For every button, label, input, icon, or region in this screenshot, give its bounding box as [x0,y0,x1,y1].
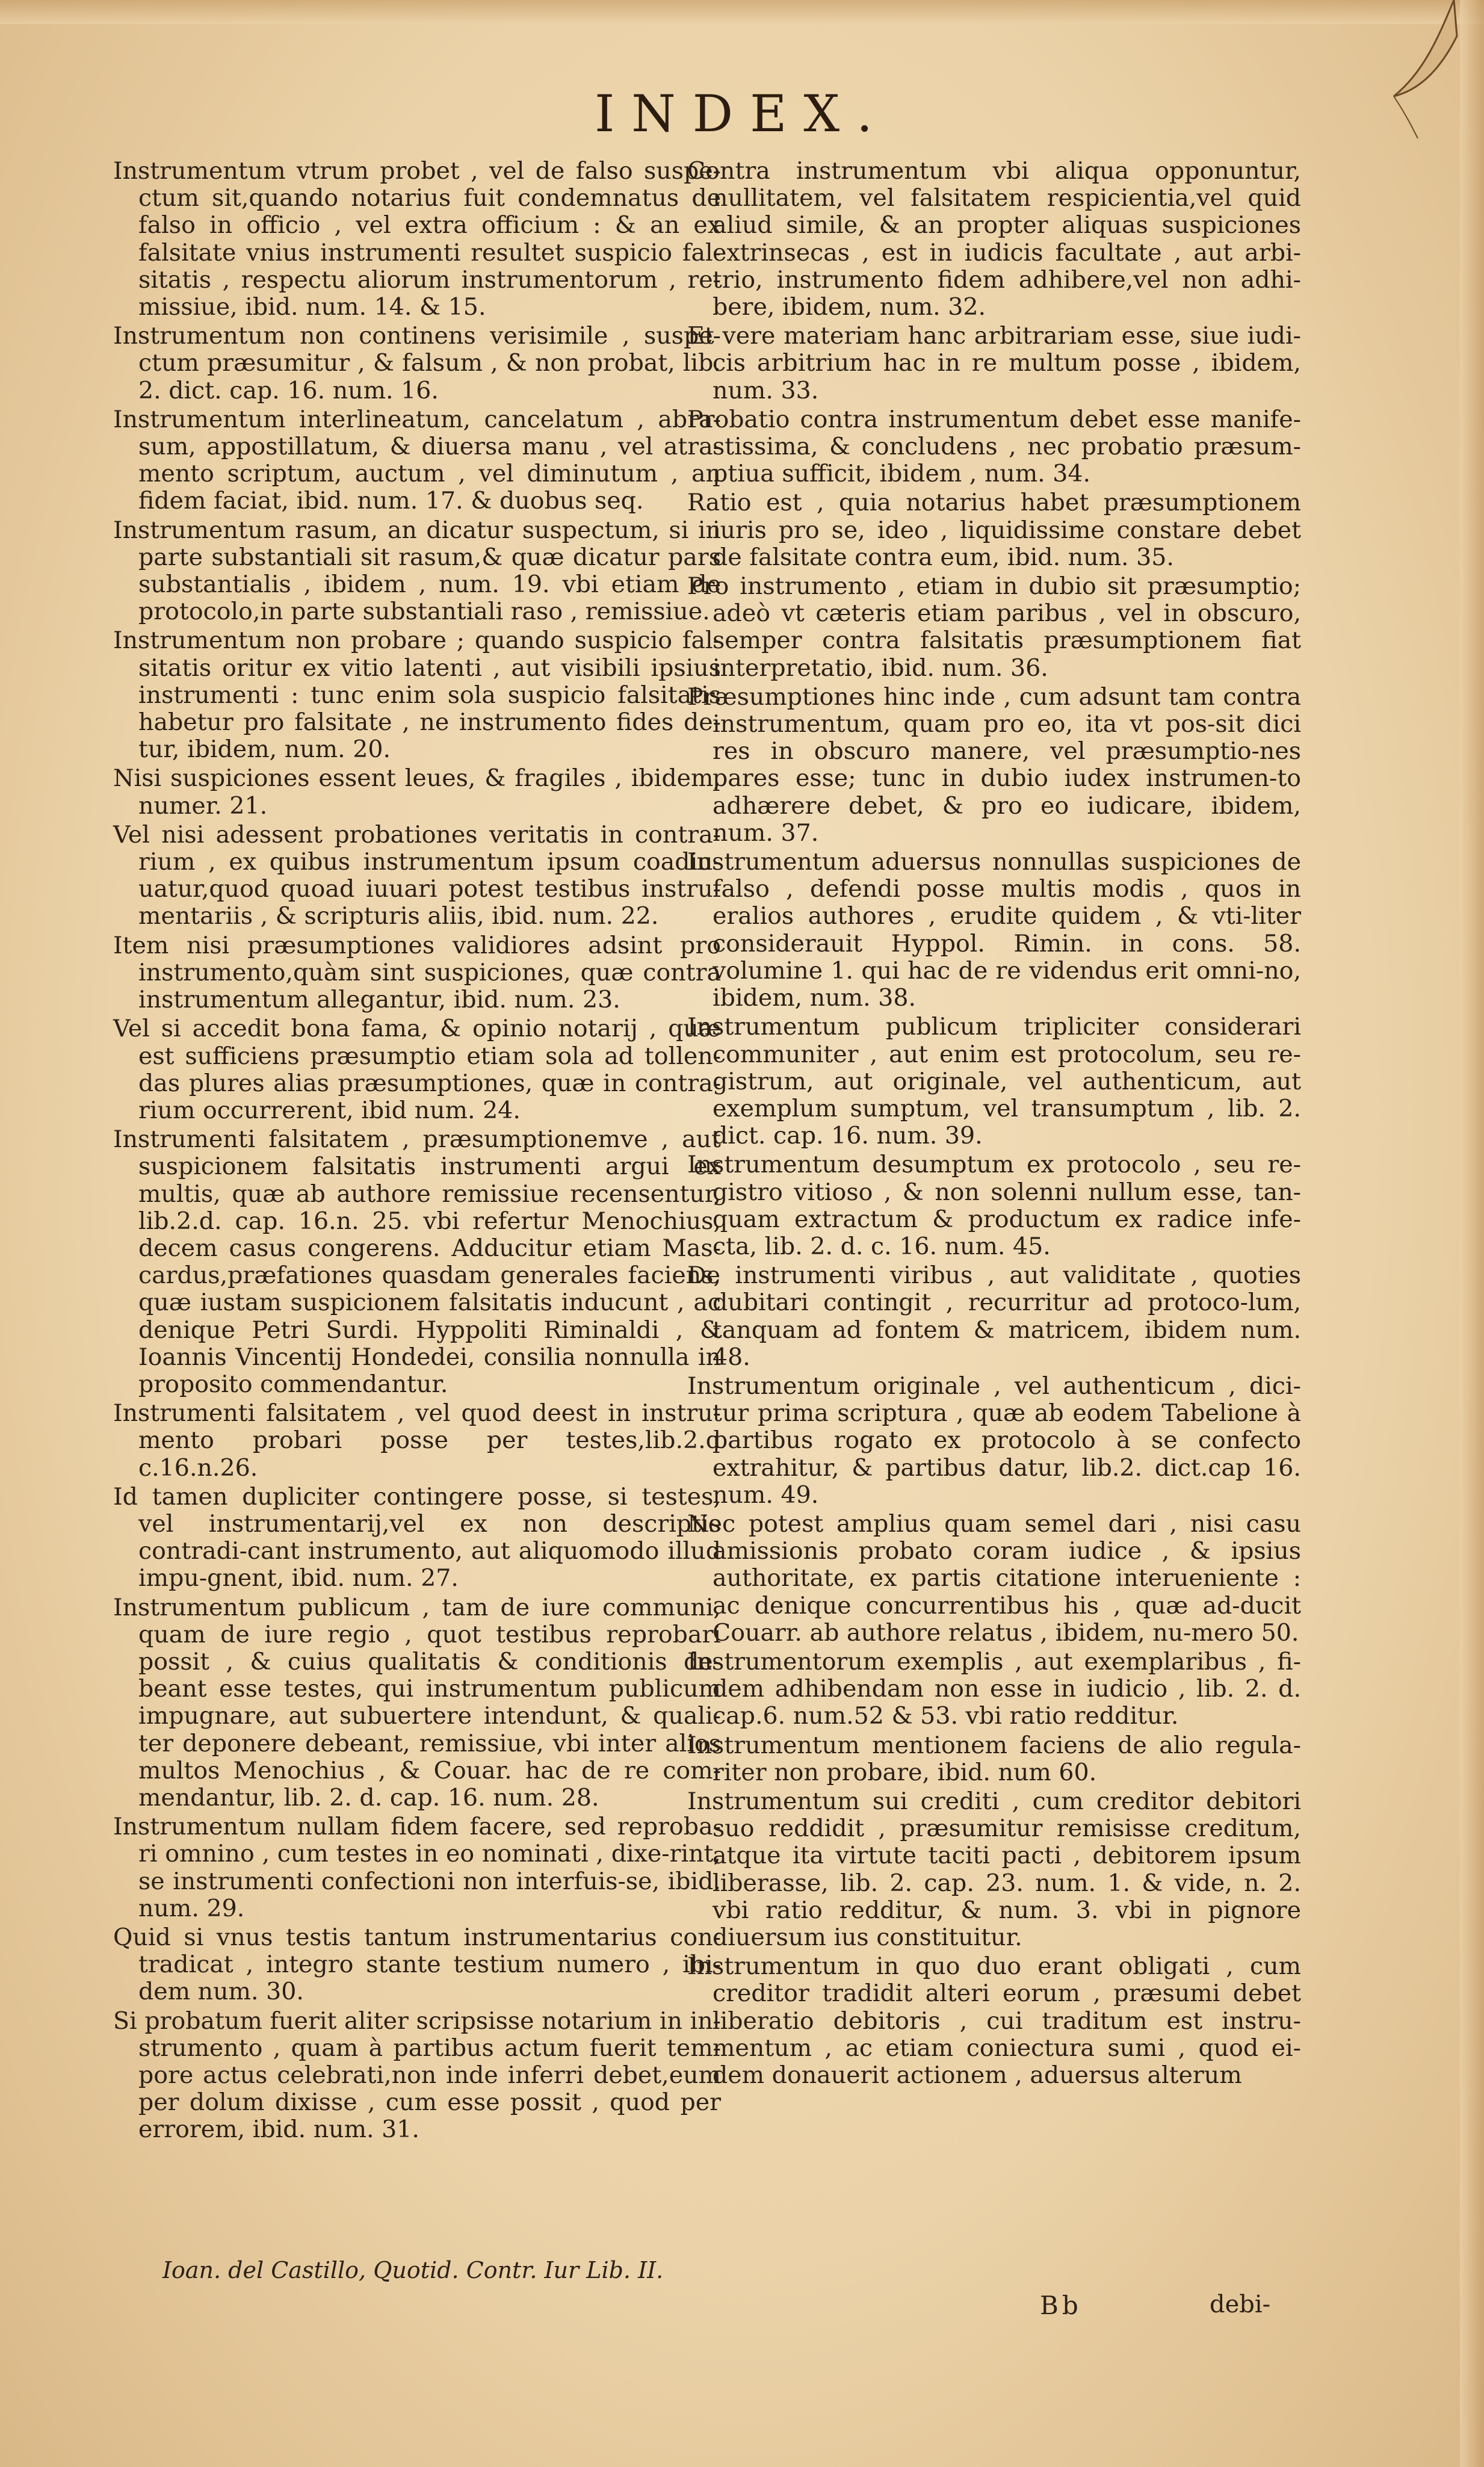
page-right-edge [1460,0,1484,2467]
index-entry: Instrumentum desumptum ex protocolo , seu re-gistro vitioso , & non solenni nullum esse, tan-quam extractum & productum ex radice infe-cta, lib. 2. d. c. 16. num. 45. [687,1151,1301,1260]
index-entry: Instrumentum publicum , tam de iure communi, quam de iure regio , quot testibus reprobari possit , & cuius qualitatis & conditionis de-beant esse testes, qui instrumentum publicum impugnare, aut subuertere intendunt, & quali-ter deponere debeant, remissiue, vbi inter alios multos Menochius , & Couar. hac de re com-mendantur, lib. 2. d. cap. 16. num. 28. [113,1593,721,1812]
index-entry: Instrumentum mentionem faciens de alio regula-riter non probare, ibid. num 60. [687,1731,1301,1786]
index-entry: Ratio est , quia notarius habet præsumptionem iuris pro se, ideo , liquidissime constare debet de falsitate contra eum, ibid. num. 35. [687,489,1301,571]
signature-mark: Bb [1040,2291,1082,2320]
catchword: debi- [1210,2291,1271,2318]
index-entry: Instrumentum publicum tripliciter considerari communiter , aut enim est protocolum, seu re-gistrum, aut originale, vel authenticum, aut exemplum sumptum, vel transumptum , lib. 2. dict. cap. 16. num. 39. [687,1013,1301,1150]
left-column [113,158,721,2146]
index-entry: Id tamen dupliciter contingere posse, si testes, vel instrumentarij,vel ex non descriptis contradi-cant instrumento, aut aliquomodo illud impu-gnent, ibid. num. 27. [113,1482,721,1593]
index-entry: Instrumentum non continens verisimile , suspe-ctum præsumitur , & falsum , & non probat, lib. 2. dict. cap. 16. num. 16. [113,322,721,404]
index-entry: Instrumenti falsitatem , vel quod deest in instru-mento probari posse per testes,lib.2.d c.16.n.26. [113,1399,721,1482]
index-entry: Instrumentum non probare ; quando suspicio fal-sitatis oritur ex vitio latenti , aut visibili ipsius instrumenti : tunc enim sola suspicio falsitatis habetur pro falsitate , ne instrumento fides de-tur, ibidem, num. 20. [113,627,721,764]
index-entry: Præsumptiones hinc inde , cum adsunt tam contra instrumentum, quam pro eo, ita vt pos-sit dici res in obscuro manere, vel præsumptio-nes pares esse; tunc in dubio iudex instrumen-to adhærere debet, & pro eo iudicare, ibidem, num. 37. [687,683,1301,847]
index-entry: Quid si vnus testis tantum instrumentarius con-tradicat , integro stante testium numero , ibi-dem num. 30. [113,1924,721,2006]
index-entry: Instrumentum in quo duo erant obligati , cum creditor tradidit alteri eorum , præsumi debet liberatio debitoris , cui traditum est instru-mentum , ac etiam coniectura sumi , quod ei-dem donauerit actionem , aduersus alterum [687,1952,1301,2090]
index-entry: Contra instrumentum vbi aliqua opponuntur, nullitatem, vel falsitatem respicientia,vel quid aliud simile, & an propter aliquas suspiciones extrinsecas , est in iudicis facultate , aut arbi-trio, instrumento fidem adhibere,vel non adhi-bere, ibidem, num. 32. [687,157,1301,321]
index-entry: Instrumentum rasum, an dicatur suspectum, si in parte substantiali sit rasum,& quæ dicatur pars substantialis , ibidem , num. 19. vbi etiam de protocolo,in parte substantiali raso , remissiue. [113,516,721,626]
right-column [687,158,1301,2091]
index-entry: Probatio contra instrumentum debet esse manife-stissima, & concludens , nec probatio præsum-ptiua sufficit, ibidem , num. 34. [687,405,1301,488]
index-entry: De instrumenti viribus , aut validitate , quoties dubitari contingit , recurritur ad protoco-lum, tanquam ad fontem & matricem, ibidem num. 48. [687,1261,1301,1371]
index-entry: Instrumentum interlineatum, cancelatum , abra-sum, appostillatum, & diuersa manu , vel atra-mento scriptum, auctum , vel diminutum , an fidem faciat, ibid. num. 17. & duobus seq. [113,405,721,515]
index-entry: Instrumentum sui crediti , cum creditor debitori suo reddidit , præsumitur remisisse creditum, atque ita virtute taciti pacti , debitorem ipsum liberasse, lib. 2. cap. 23. num. 1. & vide, n. 2. vbi ratio redditur, & num. 3. vbi in pignore diuersum ius constituitur. [687,1787,1301,1951]
index-entry: Instrumentum aduersus nonnullas suspiciones de falso , defendi posse multis modis , quos in eralios authores , erudite quidem , & vti-liter considerauit Hyppol. Rimin. in cons. 58. volumine 1. qui hac de re videndus erit omni-no, ibidem, num. 38. [687,848,1301,1012]
index-entry: Nec potest amplius quam semel dari , nisi casu amissionis probato coram iudice , & ipsius authoritate, ex partis citatione interueniente : ac denique concurrentibus his , quæ ad-ducit Couarr. ab authore relatus , ibidem, nu-mero 50. [687,1509,1301,1647]
page-top-edge [0,0,1484,24]
index-entry: Instrumenti falsitatem , præsumptionemve , aut suspicionem falsitatis instrumenti argui ex multis, quæ ab authore remissiue recensentur, lib.2.d. cap. 16.n. 25. vbi refertur Menochius, decem casus congerens. Adducitur etiam Mas-cardus,præfationes quasdam generales faciens, quæ iustam suspicionem falsitatis inducunt , ac denique Petri Surdi. Hyppoliti Riminaldi , & Ioannis Vincentij Hondedei, consilia nonnulla in proposito commendantur. [113,1125,721,1398]
index-entry: Vel si accedit bona fama, & opinio notarij , quæ est sufficiens præsumptio etiam sola ad tollen-das plures alias præsumptiones, quæ in contra-rium occurrerent, ibid num. 24. [113,1015,721,1124]
index-entry: Item nisi præsumptiones validiores adsint pro instrumento,quàm sint suspiciones, quæ contra instrumentum allegantur, ibid. num. 23. [113,931,721,1014]
index-entry: Instrumentorum exemplis , aut exemplaribus , fi-dem adhibendam non esse in iudicio , lib. 2. d. cap.6. num.52 & 53. vbi ratio redditur. [687,1647,1301,1730]
index-entry: Si probatum fuerit aliter scripsisse notarium in in-strumento , quam à partibus actum fuerit tem-pore actus celebrati,non inde inferri debet,eum per dolum dixisse , cum esse possit , quod per errorem, ibid. num. 31. [113,2007,721,2144]
index-entry: Nisi suspiciones essent leues, & fragiles , ibidem, numer. 21. [113,764,721,820]
index-entry: Instrumentum vtrum probet , vel de falso suspe-ctum sit,quando notarius fuit condemnatus de falso in officio , vel extra officium : & an ex falsitate vnius instrumenti resultet suspicio fal-sitatis , respectu aliorum instrumentorum , re-missiue, ibid. num. 14. & 15. [113,157,721,321]
running-footer: Ioan. del Castillo, Quotid. Contr. Iur Lib. II. [162,2257,664,2283]
index-entry: Pro instrumento , etiam in dubio sit præsumptio; adeò vt cæteris etiam paribus , vel in obscuro, semper contra falsitatis præsumptionem fiat interpretatio, ibid. num. 36. [687,572,1301,682]
index-entry: Et vere materiam hanc arbitrariam esse, siue iudi-cis arbitrium hac in re multum posse , ibidem, num. 33. [687,322,1301,404]
index-entry: Instrumentum originale , vel authenticum , dici-tur prima scriptura , quæ ab eodem Tabelione à partibus rogato ex protocolo à se confecto extrahitur, & partibus datur, lib.2. dict.cap 16. num. 49. [687,1372,1301,1509]
index-entry: Instrumentum nullam fidem facere, sed reproba-ri omnino , cum testes in eo nominati , dixe-rint, se instrumenti confectioni non interfuis-se, ibid. num. 29. [113,1813,721,1922]
page-heading: INDEX. [595,84,889,143]
index-entry: Vel nisi adessent probationes veritatis in contra-rium , ex quibus instrumentum ipsum coadiu-uatur,quod quoad iuuari potest testibus instru-mentariis , & scripturis aliis, ibid. num. 22. [113,820,721,930]
